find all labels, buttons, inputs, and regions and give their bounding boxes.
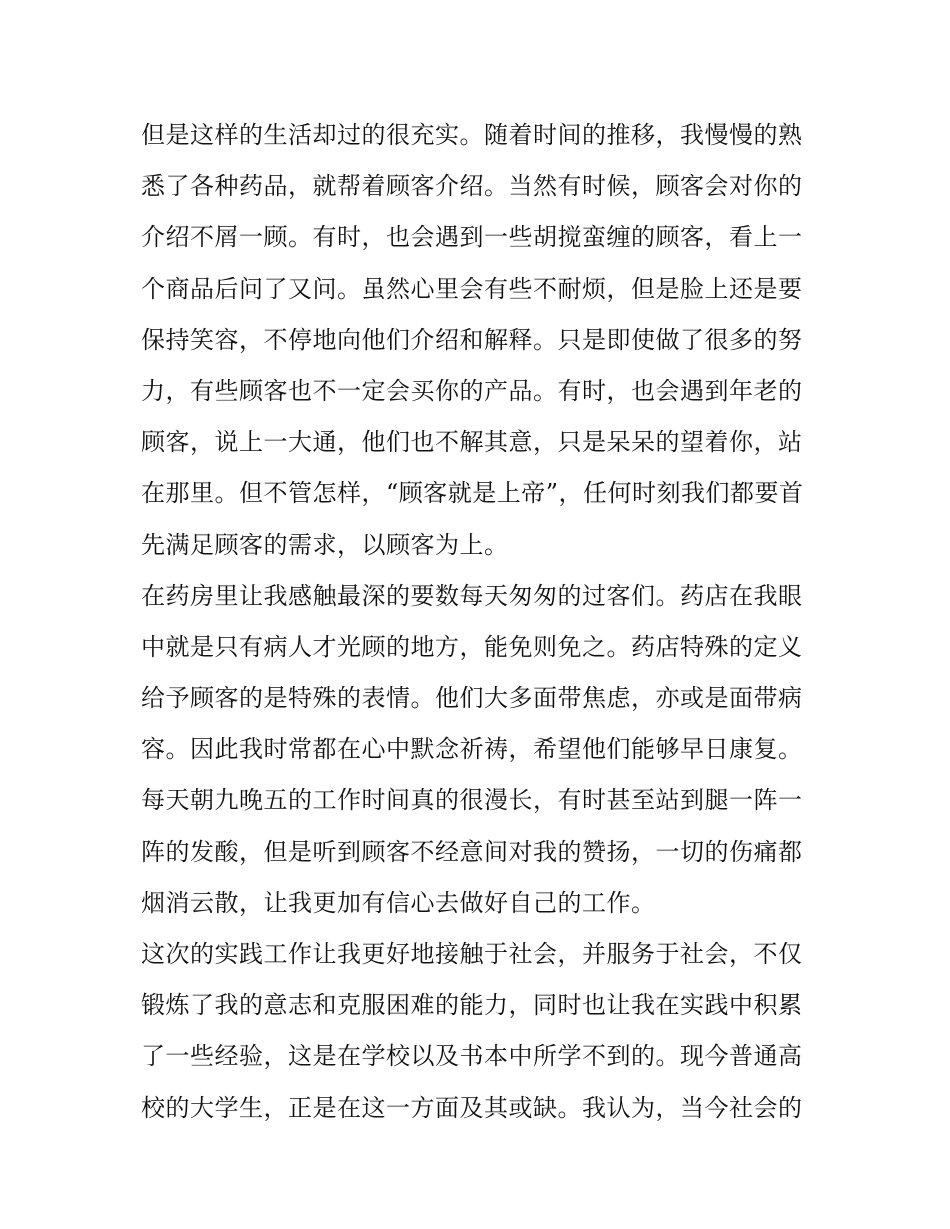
text-line: 容。因此我时常都在心中默念祈祷，希望他们能够早日康复。: [141, 735, 803, 764]
text-line: 在那里。但不管怎样，“顾客就是上帝”，任何时刻我们都要首: [141, 479, 804, 508]
document-body: [141, 110, 821, 1134]
text-line: 这次的实践工作让我更好地接触于社会，并服务于社会，不仅: [141, 940, 803, 968]
text-line: 校的大学生，正是在这一方面及其或缺。我认为，当今社会的: [141, 1093, 803, 1122]
text-line: 个商品后问了又问。虽然心里会有些不耐烦，但是脸上还是要: [141, 274, 803, 303]
text-line: 保持笑容，不停地向他们介绍和解释。只是即使做了很多的努: [141, 325, 803, 354]
text-line: 顾客，说上一大通，他们也不解其意，只是呆呆的望着你，站: [141, 428, 803, 457]
text-line: 阵的发酸，但是听到顾客不经意间对我的赞扬，一切的伤痛都: [141, 837, 803, 866]
text-line: 中就是只有病人才光顾的地方，能免则免之。药店特殊的定义: [141, 632, 803, 661]
text-line: 在药房里让我感触最深的要数每天匆匆的过客们。药店在我眼: [141, 581, 803, 610]
text-line: 每天朝九晚五的工作时间真的很漫长，有时甚至站到腿一阵一: [141, 786, 803, 815]
text-line: 介绍不屑一顾。有时，也会遇到一些胡搅蛮缠的顾客，看上一: [141, 223, 803, 252]
text-line: 先满足顾客的需求，以顾客为上。: [141, 530, 509, 559]
text-line: 锻炼了我的意志和克服困难的能力，同时也让我在实践中积累: [141, 991, 803, 1020]
text-line: 了一些经验，这是在学校以及书本中所学不到的。现今普通高: [141, 1042, 803, 1071]
text-line: 但是这样的生活却过的很充实。随着时间的推移，我慢慢的熟: [141, 121, 803, 149]
text-line: 悉了各种药品，就帮着顾客介绍。当然有时候，顾客会对你的: [141, 172, 803, 201]
text-line: 给予顾客的是特殊的表情。他们大多面带焦虑，亦或是面带病: [141, 684, 803, 713]
text-line: 烟消云散，让我更加有信心去做好自己的工作。: [141, 888, 656, 917]
text-line: 力，有些顾客也不一定会买你的产品。有时，也会遇到年老的: [141, 376, 803, 405]
